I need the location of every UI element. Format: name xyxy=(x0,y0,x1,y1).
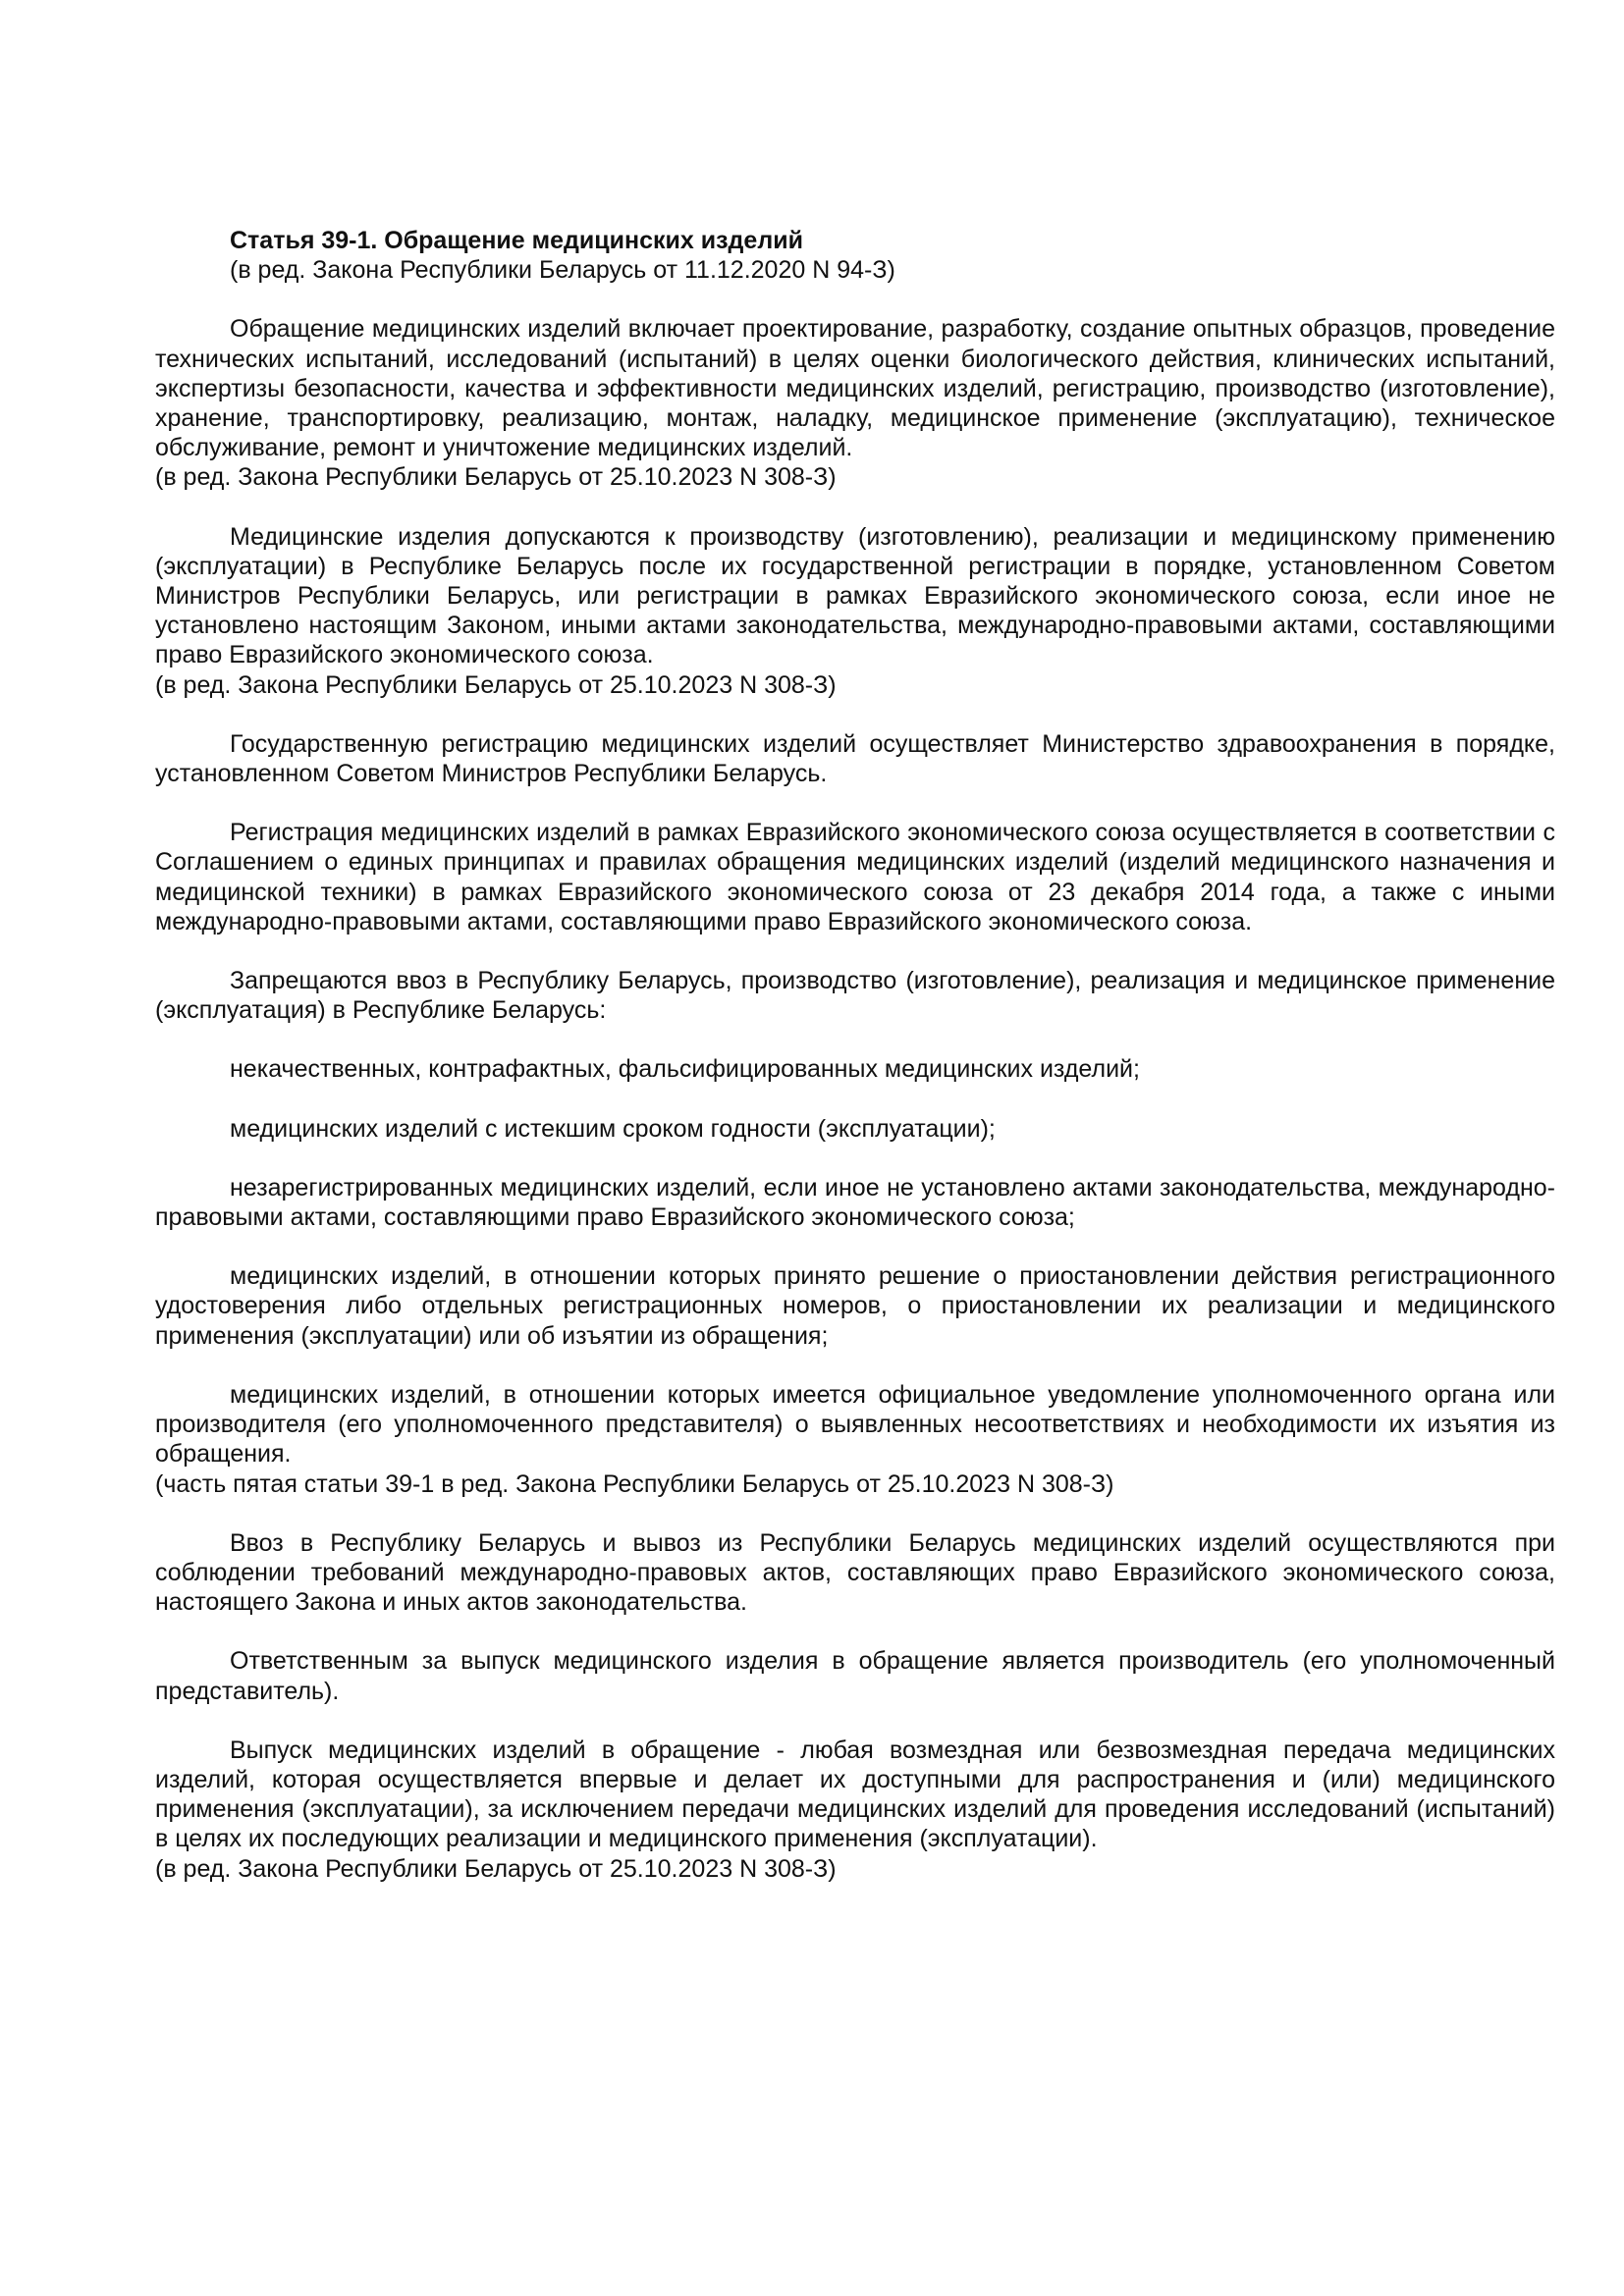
paragraph-circulation-scope: Обращение медицинских изделий включает проектирование, разработку, создание опытных образцов, проведение технических испытаний, исследований (испытаний) в целях оценки биологического действия, клинических испытаний, экспертизы безопасности, качества и эффективности медицинских изделий, регистрацию, производство (изготовление), хранение, транспортировку, реализацию, монтаж, наладку, медицинское применение (эксплуатацию), техническое обслуживание, ремонт и уничтожение медицинских изделий. xyxy=(155,315,1555,462)
list-item-expired: медицинских изделий с истекшим сроком годности (эксплуатации); xyxy=(230,1114,996,1143)
amendment-note: (в ред. Закона Республики Беларусь от 25.10.2023 N 308-З) xyxy=(155,463,837,492)
paragraph-prohibitions: Запрещаются ввоз в Республику Беларусь, производство (изготовление), реализация и медицинское применение (эксплуатация) в Республике Беларусь: xyxy=(155,967,1555,1025)
paragraph-responsibility: Ответственным за выпуск медицинского изделия в обращение является производитель (его уполномоченный представитель). xyxy=(155,1647,1555,1705)
list-item-suspended: медицинских изделий, в отношении которых принято решение о приостановлении действия регистрационного удостоверения либо отдельных регистрационных номеров, о приостановлении их реализации и медицинского применения (эксплуатации) или об изъятии из обращения; xyxy=(155,1262,1555,1350)
document-page xyxy=(155,226,1555,1884)
list-item-notified-nonconformity: медицинских изделий, в отношении которых имеется официальное уведомление уполномоченного органа или производителя (его уполномоченного представителя) о выявленных несоответствиях и необходимости их изъятия из обращения. xyxy=(155,1380,1555,1468)
paragraph-release-definition: Выпуск медицинских изделий в обращение - любая возмездная или безвозмездная передача медицинских изделий, которая осуществляется впервые и делает их доступными для распространения и (или) медицинского применения (эксплуатации), за исключением передачи медицинских изделий для проведения исследований (испытаний) в целях их последующих реализации и медицинского применения (эксплуатации). xyxy=(155,1735,1555,1853)
amendment-note: (в ред. Закона Республики Беларусь от 25.10.2023 N 308-З) xyxy=(155,1854,837,1883)
paragraph-state-registration: Государственную регистрацию медицинских изделий осуществляет Министерство здравоохранения в порядке, установленном Советом Министров Республики Беларусь. xyxy=(155,729,1555,788)
paragraph-admission-conditions: Медицинские изделия допускаются к производству (изготовлению), реализации и медицинскому применению (эксплуатации) в Республике Беларусь после их государственной регистрации в порядке, установленном Советом Министров Республики Беларусь, или регистрации в рамках Евразийского экономического союза, если иное не установлено настоящим Законом, иными актами законодательства, международно-правовыми актами, составляющими право Евразийского экономического союза. xyxy=(155,522,1555,669)
list-item-counterfeit: некачественных, контрафактных, фальсифицированных медицинских изделий; xyxy=(230,1055,1140,1084)
paragraph-import-export: Ввоз в Республику Беларусь и вывоз из Республики Беларусь медицинских изделий осуществляются при соблюдении требований международно-правовых актов, составляющих право Евразийского экономического союза, настоящего Закона и иных актов законодательства. xyxy=(155,1528,1555,1617)
paragraph-eaeu-registration: Регистрация медицинских изделий в рамках Евразийского экономического союза осуществляется в соответствии с Соглашением о единых принципах и правилах обращения медицинских изделий (изделий медицинского назначения и медицинской техники) в рамках Евразийского экономического союза от 23 декабря 2014 года, а также с иными международно-правовыми актами, составляющими право Евразийского экономического союза. xyxy=(155,819,1555,935)
amendment-note: (часть пятая статьи 39-1 в ред. Закона Республики Беларусь от 25.10.2023 N 308-З) xyxy=(155,1469,1114,1498)
article-amendment-note: (в ред. Закона Республики Беларусь от 11.12.2020 N 94-З) xyxy=(230,256,895,285)
list-item-unregistered: незарегистрированных медицинских изделий, если иное не установлено актами законодательства, международно-правовыми актами, составляющими право Евразийского экономического союза; xyxy=(155,1173,1555,1232)
article-title: Статья 39-1. Обращение медицинских изделий xyxy=(230,227,803,254)
amendment-note: (в ред. Закона Республики Беларусь от 25.10.2023 N 308-З) xyxy=(155,670,837,699)
